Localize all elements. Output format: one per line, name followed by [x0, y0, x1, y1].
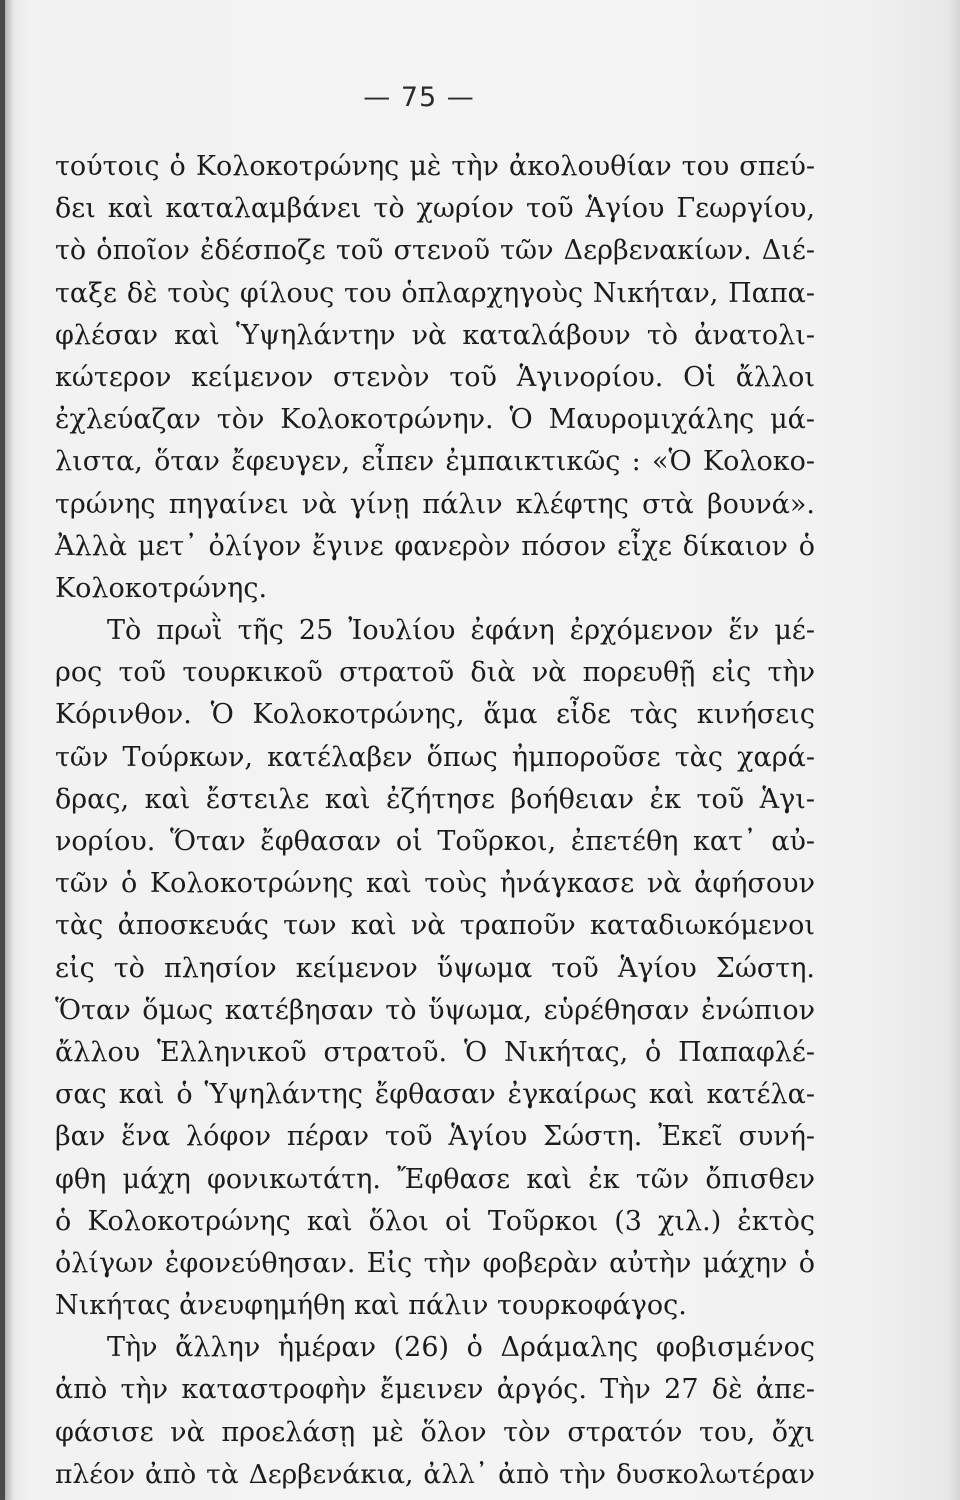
text-line: τὰς ἀποσκευάς των καὶ νὰ τραποῦν καταδιωκόμενοι: [55, 910, 815, 942]
text-line: κώτερον κείμενον στενὸν τοῦ Ἁγινορίου. Οἱ ἄλλοι: [55, 361, 815, 393]
text-line: Τὸ πρωῒ τῆς 25 Ἰουλίου ἐφάνη ἐρχόμενον ἕν μέ-: [107, 615, 815, 647]
text-line: δει καὶ καταλαμβάνει τὸ χωρίον τοῦ Ἁγίου Γεωργίου,: [55, 193, 815, 225]
text-line: δρας, καὶ ἔστειλε καὶ ἐζήτησε βοήθειαν ἐκ τοῦ Ἁγι-: [55, 783, 815, 815]
binding-gutter: [0, 0, 5, 1500]
body-text: [55, 146, 815, 1496]
text-line: Τὴν ἄλλην ἡμέραν (26) ὁ Δράμαλης φοβισμένος: [107, 1332, 815, 1364]
text-line: τῶν Τούρκων, κατέλαβεν ὅπως ἠμποροῦσε τὰς χαρά-: [55, 741, 815, 773]
text-line: σας καὶ ὁ Ὑψηλάντης ἔφθασαν ἐγκαίρως καὶ κατέλα-: [55, 1079, 815, 1111]
text-line: ὀλίγων ἐφονεύθησαν. Εἰς τὴν φοβερὰν αὐτὴν μάχην ὁ: [55, 1247, 815, 1279]
text-line: τούτοις ὁ Κολοκοτρώνης μὲ τὴν ἀκολουθίαν του σπεύ-: [55, 151, 815, 182]
text-line: τὸ ὁποῖον ἐδέσποζε τοῦ στενοῦ τῶν Δερβενακίων. Διέ-: [55, 235, 815, 267]
text-line: βαν ἕνα λόφον πέραν τοῦ Ἁγίου Σώστη. Ἐκεῖ συνή-: [55, 1121, 815, 1153]
text-line: Κόρινθον. Ὁ Κολοκοτρώνης, ἅμα εἶδε τὰς κινήσεις: [55, 699, 815, 731]
text-line: ἄλλου Ἑλληνικοῦ στρατοῦ. Ὁ Νικήτας, ὁ Παπαφλέ-: [55, 1036, 815, 1068]
text-line: ταξε δὲ τοὺς φίλους του ὁπλαρχηγοὺς Νικήταν, Παπα-: [55, 277, 815, 309]
text-line: νορίου. Ὅταν ἔφθασαν οἱ Τοῦρκοι, ἐπετέθη κατ᾿ αὐ-: [55, 826, 815, 857]
text-line: ὁ Κολοκοτρώνης καὶ ὅλοι οἱ Τοῦρκοι (3 χιλ.) ἐκτὸς: [55, 1205, 815, 1237]
text-line: φθη μάχη φονικωτάτη. Ἔφθασε καὶ ἐκ τῶν ὄπισθεν: [55, 1163, 815, 1195]
text-line: φάσισε νὰ προελάσῃ μὲ ὅλον τὸν στρατόν του, ὄχι: [55, 1416, 815, 1448]
text-line: ἀπὸ τὴν καταστροφὴν ἔμεινεν ἀργός. Τὴν 27 δὲ ἀπε-: [55, 1374, 815, 1406]
page-edge-shadow: [948, 0, 960, 1500]
text-line: φλέσαν καὶ Ὑψηλάντην νὰ καταλάβουν τὸ ἀνατολι-: [55, 319, 815, 351]
text-line: ρος τοῦ τουρκικοῦ στρατοῦ διὰ νὰ πορευθῇ εἰς τὴν: [55, 657, 815, 689]
text-line: Νικήτας ἀνευφημήθη καὶ πάλιν τουρκοφάγος.: [55, 1290, 687, 1322]
text-line: Κολοκοτρώνης.: [55, 572, 268, 604]
page-number: — 75 —: [363, 82, 475, 113]
text-line: λιστα, ὅταν ἔφευγεν, εἶπεν ἐμπαικτικῶς : «Ὁ Κολοκο-: [55, 446, 815, 478]
text-line: τῶν ὁ Κολοκοτρώνης καὶ τοὺς ἠνάγκασε νὰ ἀφήσουν: [55, 868, 815, 900]
text-line: τρώνης πηγαίνει νὰ γίνῃ πάλιν κλέφτης στὰ βουνά».: [55, 488, 815, 520]
text-line: πλέον ἀπὸ τὰ Δερβενάκια, ἀλλ᾿ ἀπὸ τὴν δυσκολωτέραν: [55, 1458, 815, 1490]
text-line: Ἀλλὰ μετ᾿ ὀλίγον ἔγινε φανερὸν πόσον εἶχε δίκαιον ὁ: [55, 530, 815, 562]
text-line: Ὅταν ὅμως κατέβησαν τὸ ὕψωμα, εὑρέθησαν ἐνώπιον: [55, 994, 815, 1026]
text-line: εἰς τὸ πλησίον κείμενον ὕψωμα τοῦ Ἁγίου Σώστη.: [55, 952, 815, 984]
text-line: ἐχλεύαζαν τὸν Κολοκοτρώνην. Ὁ Μαυρομιχάλης μά-: [55, 404, 815, 436]
